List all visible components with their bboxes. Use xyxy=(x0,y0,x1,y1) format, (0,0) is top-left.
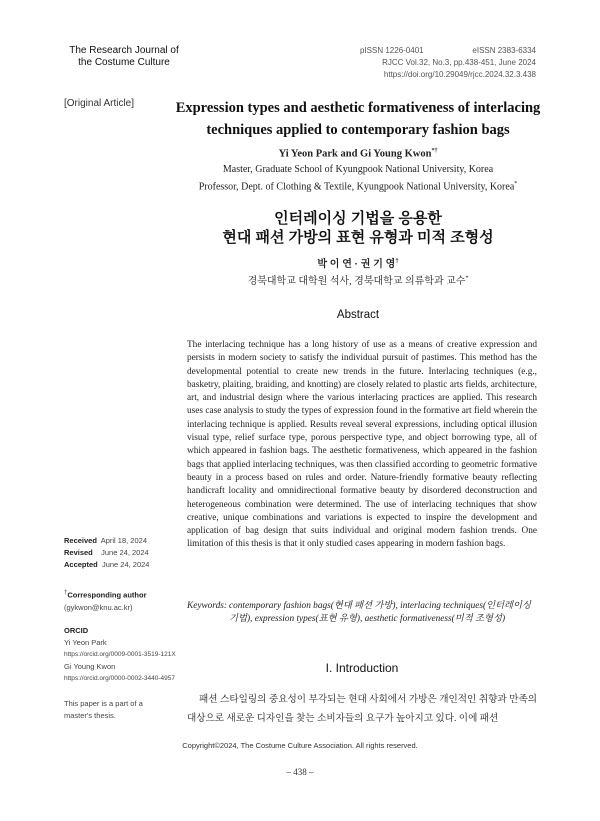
orcid-name-1: Yi Yeon Park xyxy=(64,638,107,647)
keywords-list: contemporary fashion bags(현대 패션 가방), interlacing techniques(인터레이싱 기법), expression types(표현 유형), aesthetic formativeness(미적 조형성) xyxy=(229,601,531,625)
citation: RJCC Vol.32, No.3, pp.438-451, June 2024 xyxy=(382,58,536,67)
copyright: Copyright©2024, The Costume Culture Association. All rights reserved. xyxy=(182,741,418,750)
page-number: – 438 – xyxy=(286,767,314,777)
keywords xyxy=(187,600,537,627)
corresponding-author xyxy=(64,587,147,614)
orcid-link-2[interactable]: https://orcid.org/0000-0002-3440-4957 xyxy=(64,675,175,682)
abstract-heading: Abstract xyxy=(336,309,380,321)
korean-affiliations xyxy=(175,272,541,287)
introduction-heading: I. Introduction xyxy=(325,661,399,675)
korean-title-line2: 현대 패션 가방의 표현 유형과 미적 조형성 xyxy=(222,229,494,246)
korean-authors xyxy=(175,255,541,270)
corresponding-email[interactable]: (gykwon@knu.ac.kr) xyxy=(64,602,133,612)
article-type: [Original Article] xyxy=(64,98,135,109)
orcid-label: ORCID xyxy=(64,626,89,635)
pissn: pISSN 1226-0401 xyxy=(360,46,424,55)
eissn: eISSN 2383-6334 xyxy=(472,46,536,55)
keywords-label: Keywords: xyxy=(187,601,227,611)
thesis-note xyxy=(64,698,143,722)
corresponding-label-row: †Corresponding author xyxy=(64,590,147,600)
affiliations xyxy=(175,162,541,194)
korean-affiliation-text: 경북대학교 대학원 석사, 경북대학교 의류학과 교수 xyxy=(247,276,466,287)
revised-row: Revised June 24, 2024 xyxy=(64,548,149,557)
authors xyxy=(175,148,541,160)
author-mark: *† xyxy=(431,148,438,154)
journal-meta xyxy=(360,45,536,81)
orcid-link-1[interactable]: https://orcid.org/0009-0001-3519-121X xyxy=(64,651,176,658)
abstract-text: The interlacing technique has a long history of use as a means of creative expression and persists in modern society to satisfy the individual pursuit of pastimes. This method has the developmental potential to create new trends in the future. Interlacing techniques (e.g., basketry, plaiting, braiding, and knotting) are closely related to plastic arts fields, architecture, art, and industrial design where the various interlacing practices are applied. This research uses case analysis to study the types of expression found in the formative art field wherein the interlacing technique is applied. Results reveal several expressions, including optical illusion visual type, relief surface type, porous perspective type, and object borrowing type, all of which appeared in fashion bags. The aesthetic formativeness, which appeared in the fashion bags that applied interlacing techniques, was then classified according to geometric formative beauty in a process based on rules and order. Nature-friendly formative beauty reflecting handicraft locality and omnidirectional formative beauty by disordered deconstruction and heterogeneous combination were determined. The use of interlacing techniques that show creative, unique combinations and variations is expected to inspire the development and application of bag design that suits individual and original modern fashion trends. One limitation of this thesis is that it only studied cases appearing in modern fashion bags. xyxy=(187,340,537,550)
thesis-note-line1: This paper is a part of a xyxy=(64,699,143,708)
author-names: Yi Yeon Park and Gi Young Kwon xyxy=(278,148,432,160)
korean-author-names: 박 이 연 · 권 기 영 xyxy=(317,259,396,270)
affiliation-mark: * xyxy=(514,181,518,187)
orcid-name-2: Gi Young Kwon xyxy=(64,662,116,671)
doi-link[interactable]: https://doi.org/10.29049/rjcc.2024.32.3.438 xyxy=(383,70,536,79)
korean-title xyxy=(175,209,541,247)
affiliation-1: Master, Graduate School of Kyungpook National University, Korea xyxy=(222,164,494,175)
received-row: Received April 18, 2024 xyxy=(64,536,147,545)
korean-affiliation-mark: * xyxy=(465,275,469,282)
introduction-text: 패션 스타일링의 중요성이 부각되는 현대 사회에서 가방은 개인적인 취향과 만족의 대상으로 새로운 디자인을 찾는 소비자들의 요구가 높아지고 있다. 이에 패션 xyxy=(187,694,537,724)
journal-name-line1: The Research Journal of xyxy=(69,45,179,56)
article-history xyxy=(64,535,149,571)
paper-title-line1: Expression types and aesthetic formativeness of interlacing xyxy=(175,100,541,116)
thesis-note-line2: master's thesis. xyxy=(64,711,116,720)
accepted-row: Accepted June 24, 2024 xyxy=(64,560,150,569)
korean-author-mark: † xyxy=(395,258,399,265)
orcid-block xyxy=(64,625,176,685)
affiliation-2: Professor, Dept. of Clothing & Textile, Kyungpook National University, Korea* xyxy=(198,181,518,193)
korean-title-line1: 인터레이싱 기법을 응용한 xyxy=(274,210,442,227)
journal-name xyxy=(64,45,184,69)
paper-title-line2: techniques applied to contemporary fashion bags xyxy=(206,122,510,138)
journal-name-line2: the Costume Culture xyxy=(78,57,170,68)
paper-title xyxy=(175,97,541,141)
